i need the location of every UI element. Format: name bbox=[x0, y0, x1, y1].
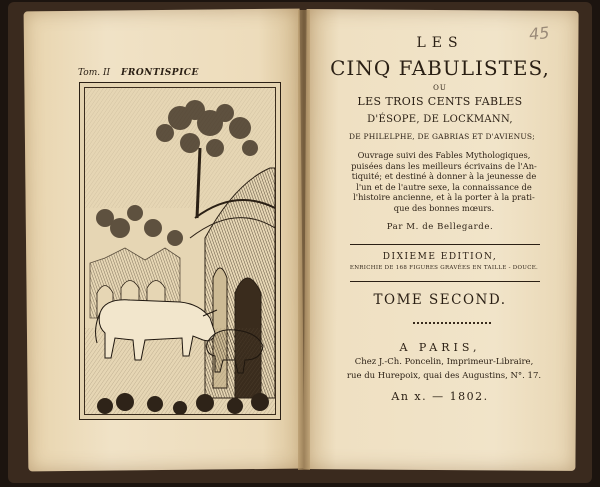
divider-rule bbox=[350, 281, 540, 282]
frontispiece-header bbox=[78, 68, 278, 78]
subtitle-philelphe: DE PHILELPHE, DE GABRIAS ET D'AVIENUS; bbox=[348, 132, 535, 141]
title-ou: OU bbox=[433, 84, 447, 92]
imprint-publisher: Chez J.-Ch. Poncelin, Imprimeur-Libraire, bbox=[354, 357, 534, 367]
description-line: puisées dans les meilleurs écrivains de l'An- bbox=[351, 160, 537, 171]
description-line: l'histoire ancienne, et à la porter à la prati- bbox=[353, 192, 535, 203]
pencil-annotation: 45 bbox=[528, 22, 551, 45]
dotted-ornament bbox=[413, 322, 491, 324]
frontispiece-label: FRONTISPICE bbox=[120, 68, 199, 78]
imprint-date: An x. — 1802. bbox=[391, 390, 489, 403]
description-line: l'un et de l'autre sexe, la connaissance de bbox=[356, 181, 532, 192]
description-line: que des bonnes mœurs. bbox=[393, 202, 495, 213]
book-title: CINQ FABULISTES, bbox=[330, 56, 550, 80]
description-line: tiquité; et destiné à donner à la jeunesse de bbox=[351, 171, 537, 182]
tome-second-label: TOME SECOND. bbox=[373, 292, 507, 308]
imprint-address: rue du Hurepoix, quai des Augustins, N°. 17. bbox=[346, 371, 542, 381]
engraving-illustration bbox=[85, 88, 275, 414]
description-line: Ouvrage suivi des Fables Mythologiques, bbox=[357, 150, 531, 160]
frontispiece-engraving bbox=[79, 82, 281, 420]
author-line: Par M. de Bellegarde. bbox=[386, 222, 494, 232]
description-paragraph bbox=[328, 150, 560, 214]
subtitle-trois-cents-fables: LES TROIS CENTS FABLES bbox=[357, 95, 523, 108]
title-les: LES bbox=[416, 35, 464, 51]
imprint-city: A PARIS, bbox=[399, 341, 481, 354]
edition-label: DIXIEME EDITION, bbox=[382, 252, 498, 262]
subtitle-esope: D'ÉSOPE, DE LOCKMANN, bbox=[367, 114, 513, 125]
tome-label: Tom. II bbox=[78, 68, 111, 78]
book-gutter bbox=[298, 10, 310, 470]
divider-rule bbox=[350, 244, 540, 245]
enrichie-label: ENRICHIE DE 168 FIGURES GRAVÉES EN TAILLE - DOUCE. bbox=[349, 265, 539, 271]
